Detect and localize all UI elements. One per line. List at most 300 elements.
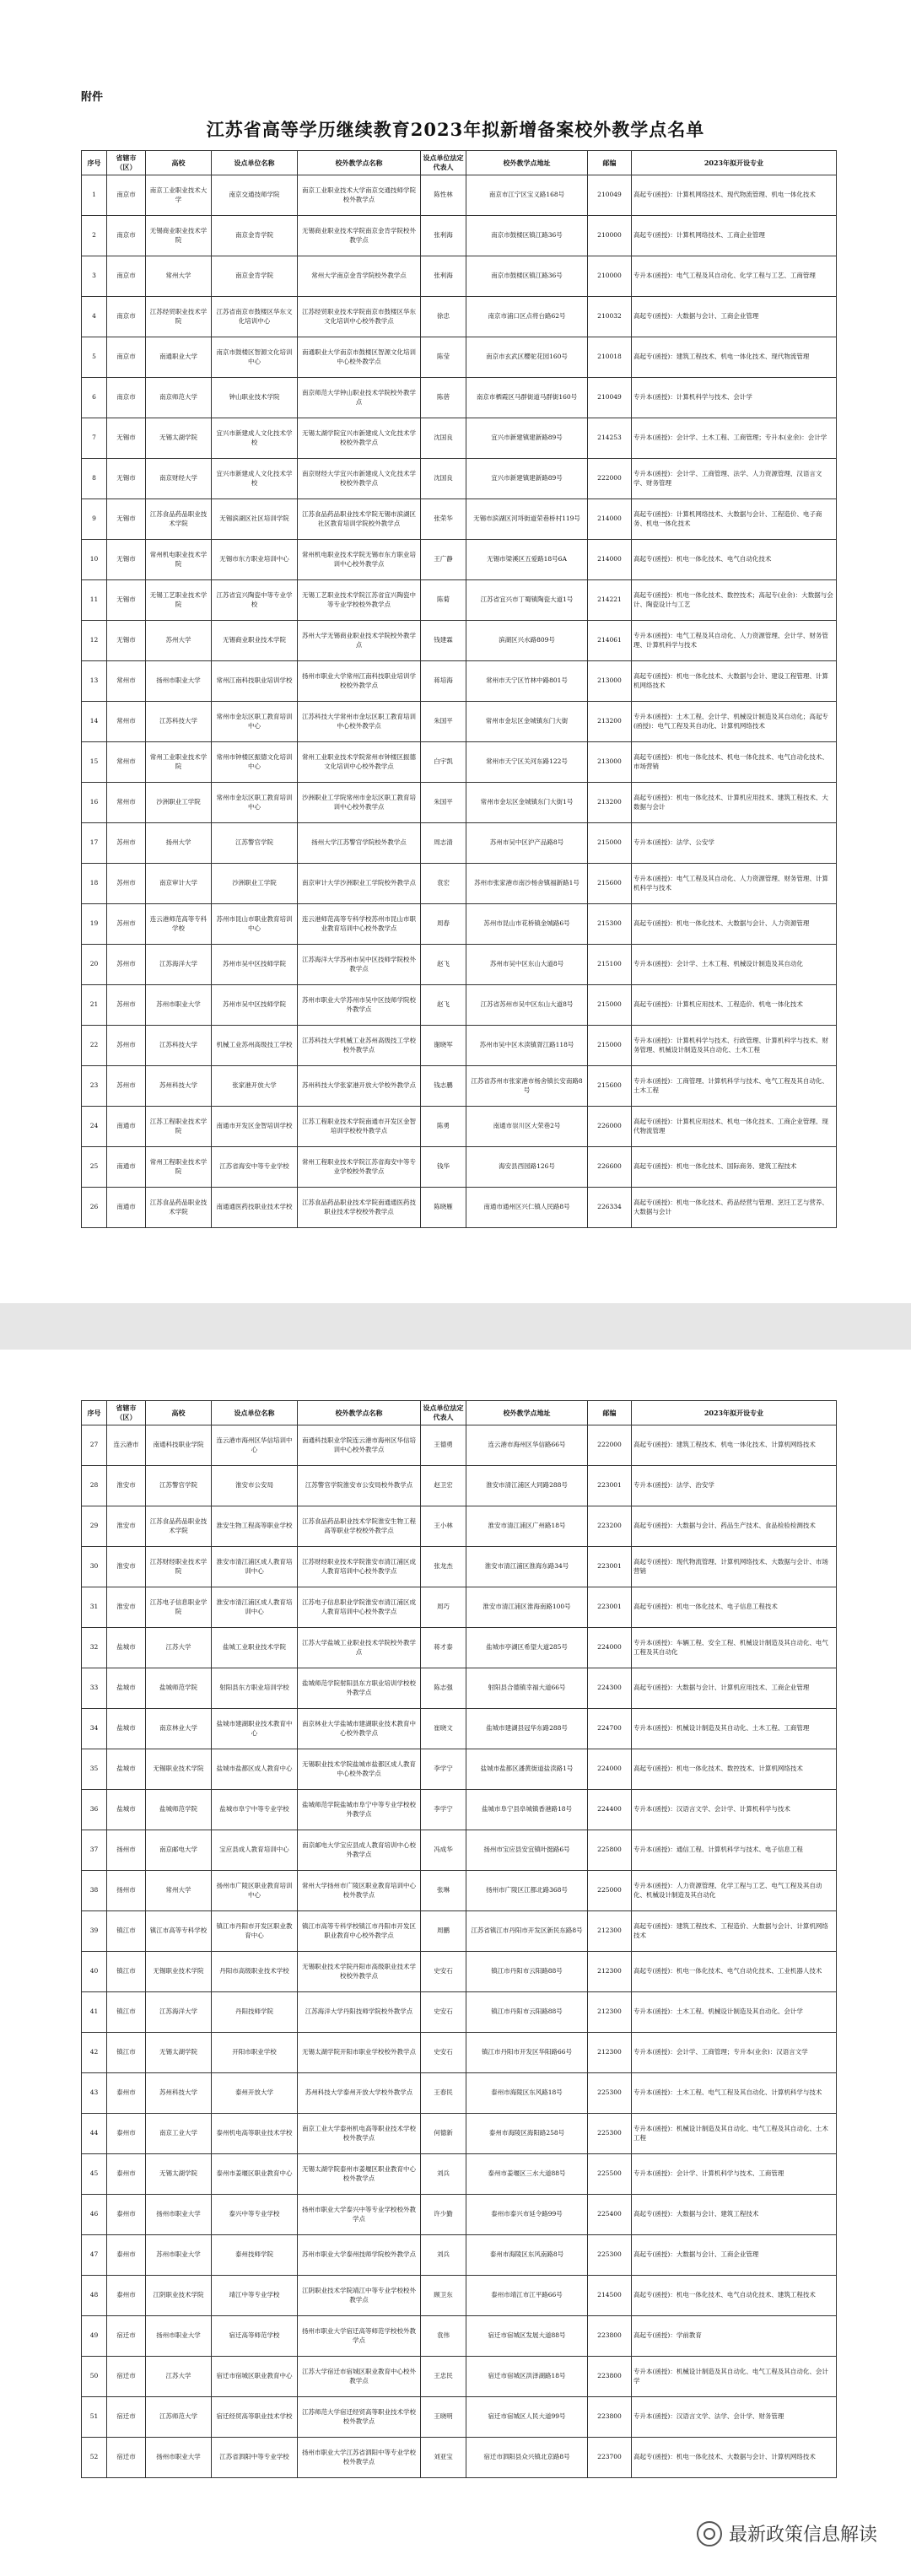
table-cell: 袁伟	[421, 2316, 466, 2357]
table-cell: 南京财经大学宜兴市新建成人文化技术学校校外教学点	[298, 459, 421, 499]
table-cell: 226600	[588, 1147, 632, 1188]
table-cell: 沙洲职业工学院	[146, 783, 212, 823]
table-cell: 江苏食品药品职业技术学院	[146, 1506, 212, 1547]
table-row	[82, 823, 837, 864]
table-row	[82, 1628, 837, 1668]
table-cell: 南京审计大学	[146, 864, 212, 904]
table-cell: 南京市鼓楼区镇江路36号	[466, 216, 588, 256]
table-row	[82, 661, 837, 702]
table-cell: 镇江市丹阳市开发区职业教育中心	[212, 1911, 298, 1952]
table-cell: 苏州市职业大学	[146, 985, 212, 1026]
table-cell: 高起专(函授)：大数据与会计、计算机应用技术、工商企业管理	[632, 1668, 837, 1709]
table-row	[82, 1026, 837, 1066]
table-cell: 32	[82, 1628, 107, 1668]
table-cell: 江苏经贸职业技术学院南京市鼓楼区华东文化培训中心校外教学点	[298, 297, 421, 337]
table-row	[82, 216, 837, 256]
table-cell: 宿迁市泗阳县众兴镇北京路8号	[466, 2438, 588, 2478]
table-cell: 无锡市	[107, 418, 146, 459]
table-cell: 宿迁市宿城区洪泽湖路18号	[466, 2357, 588, 2397]
table-cell: 南京交通技师学院	[212, 175, 298, 216]
table-cell: 宿迁市	[107, 2397, 146, 2438]
table-cell: 南通市崇川区大荣巷2号	[466, 1107, 588, 1147]
table-cell: 淮安市	[107, 1547, 146, 1587]
table-cell: 泰州机电高等职业技术学校	[212, 2114, 298, 2154]
table-cell: 盐城工业职业技术学院	[212, 1628, 298, 1668]
table-cell: 镇江市	[107, 1992, 146, 2033]
table-row	[82, 1830, 837, 1871]
table-cell: 江苏海洋大学苏州市吴中区技师学院校外教学点	[298, 945, 421, 985]
table-cell: 江苏科技大学	[146, 1026, 212, 1066]
table-cell: 南京工业大学	[146, 2114, 212, 2154]
table-cell: 高起专(函授)：机电一体化技术、电气自动化技术、工业机器人技术	[632, 1952, 837, 1992]
table-cell: 4	[82, 297, 107, 337]
table-cell: 苏州市张家港市南沙杨舍镇福新路1号	[466, 864, 588, 904]
table-row	[82, 378, 837, 418]
table-cell: 常州市金坛区职工教育培训中心	[212, 702, 298, 742]
table-cell: 苏州科技大学泰州开放大学校外教学点	[298, 2073, 421, 2114]
column-header: 设点单位名称	[212, 1401, 298, 1425]
table-row	[82, 864, 837, 904]
table-cell: 泰州市海陵区东风路18号	[466, 2073, 588, 2114]
table-row	[82, 783, 837, 823]
table-cell: 镇江市高等专科学校	[146, 1911, 212, 1952]
column-header: 2023年拟开设专业	[632, 1401, 837, 1425]
table-cell: 42	[82, 2033, 107, 2073]
table-cell: 高起专(函授)：大数据与会计、建筑工程技术	[632, 2195, 837, 2235]
table-cell: 泰兴中等专业学校	[212, 2195, 298, 2235]
table-cell: 24	[82, 1107, 107, 1147]
table-cell: 王春民	[421, 2073, 466, 2114]
table-cell: 41	[82, 1992, 107, 2033]
table-cell: 盐城市盐都区成人教育中心	[212, 1749, 298, 1790]
table-cell: 陈莹	[421, 337, 466, 378]
table-cell: 泰州市	[107, 2235, 146, 2276]
table-cell: 扬州市广陵区江都北路368号	[466, 1871, 588, 1911]
table-cell: 周春	[421, 904, 466, 945]
table-cell: 3	[82, 256, 107, 297]
table-cell: 常州工业职业技术学院	[146, 742, 212, 783]
table-cell: 南京师范大学钟山职业技术学院校外教学点	[298, 378, 421, 418]
table-cell: 高起专(函授)：机电一体化技术、电气自动化技术、建筑工程技术	[632, 2276, 837, 2316]
table-cell: 210049	[588, 175, 632, 216]
table-cell: 226334	[588, 1188, 632, 1228]
table-cell: 22	[82, 1026, 107, 1066]
table-cell: 高起专(函授)：机电一体化技术、数控技术；高起专(业余)：大数据与会计、陶瓷设计与工艺	[632, 580, 837, 621]
table-cell: 江苏食品药品职业技术学院南通通医药技职业技术学校校外教学点	[298, 1188, 421, 1228]
table-cell: 高起专(函授)：现代物流管理、计算机网络技术、大数据与会计、市场营销	[632, 1547, 837, 1587]
table-cell: 泰州市	[107, 2276, 146, 2316]
column-header: 2023年拟开设专业	[632, 151, 837, 175]
table-row	[82, 1506, 837, 1547]
table-cell: 沙洲职业工学院常州市金坛区职工教育培训中心校外教学点	[298, 783, 421, 823]
column-header: 校外教学点名称	[298, 1401, 421, 1425]
watermark	[697, 2520, 877, 2546]
table-cell: 丹阳技师学院	[212, 1992, 298, 2033]
table-cell: 泰州市海陵区海阳路258号	[466, 2114, 588, 2154]
table-cell: 南京市	[107, 216, 146, 256]
table-row	[82, 459, 837, 499]
table-cell: 无锡工艺职业技术学院江苏省宜兴陶瓷中等专业学校校外教学点	[298, 580, 421, 621]
table-cell: 江苏大学	[146, 1628, 212, 1668]
table-cell: 南通市	[107, 1107, 146, 1147]
table-cell: 镇江市丹阳市云阳路88号	[466, 1992, 588, 2033]
table-cell: 225300	[588, 2073, 632, 2114]
table-cell: 淮安市清江浦区淮海东路34号	[466, 1547, 588, 1587]
table-cell: 镇江市丹阳市开发区华阳路66号	[466, 2033, 588, 2073]
table-cell: 钟山职业技术学院	[212, 378, 298, 418]
table-cell: 崔晓文	[421, 1709, 466, 1749]
table-cell: 苏州市	[107, 945, 146, 985]
table-cell: 扬州市职业大学	[146, 2195, 212, 2235]
table-cell: 224400	[588, 1790, 632, 1830]
table-cell: 11	[82, 580, 107, 621]
table-cell: 高起专(函授)：机电一体化技术、数控技术、计算机网络技术	[632, 1749, 837, 1790]
table-cell: 江苏大学盐城工业职业技术学院校外教学点	[298, 1628, 421, 1668]
table-cell: 215100	[588, 945, 632, 985]
table-cell: 21	[82, 985, 107, 1026]
table-cell: 江苏食品药品职业技术学院	[146, 499, 212, 540]
table-cell: 南京邮电大学宝应县成人教育培训中心校外教学点	[298, 1830, 421, 1871]
table-cell: 223001	[588, 1466, 632, 1506]
table-cell: 12	[82, 621, 107, 661]
table-cell: 南京金肯学院	[212, 256, 298, 297]
table-cell: 苏州市	[107, 1026, 146, 1066]
table-cell: 扬州市职业大学泰兴中等专业学校校外教学点	[298, 2195, 421, 2235]
table-cell: 南京市江宁区宝义路168号	[466, 175, 588, 216]
table-row	[82, 945, 837, 985]
column-header: 序号	[82, 1401, 107, 1425]
table-cell: 宿迁市宿城区职业教育中心	[212, 2357, 298, 2397]
table-cell: 江苏省宜兴陶瓷中等专业学校	[212, 580, 298, 621]
table-cell: 高起专(函授)：机电一体化技术、大数据与会计、计算机网络技术	[632, 2438, 837, 2478]
table-cell: 江苏警官学院淮安市公安局校外教学点	[298, 1466, 421, 1506]
table-cell: 南通市开发区金智培训学校	[212, 1107, 298, 1147]
table-cell: 高起专(函授)：机电一体化技术、电气自动化技术	[632, 540, 837, 580]
table-row	[82, 1992, 837, 2033]
table-cell: 5	[82, 337, 107, 378]
table-cell: 无锡商业职业技术学院	[212, 621, 298, 661]
table-cell: 无锡市滨湖区河埒街道荣巷桥村119号	[466, 499, 588, 540]
table-cell: 周鹏	[421, 1911, 466, 1952]
table-cell: 30	[82, 1547, 107, 1587]
table-cell: 苏州大学	[146, 621, 212, 661]
table-cell: 高起专(函授)：计算机网络技术、大数据与会计、工程造价、电子商务、机电一体化技术	[632, 499, 837, 540]
table-cell: 淮安市清江浦区成人教育培训中心	[212, 1587, 298, 1628]
table-cell: 陈菊	[421, 580, 466, 621]
table-cell: 专升本(函授)：土木工程、电气工程及其自动化、计算机科学与技术	[632, 2073, 837, 2114]
table-cell: 泰州市姜堰区职业教育中心	[212, 2154, 298, 2195]
table-cell: 214000	[588, 499, 632, 540]
table-cell: 江苏科技大学机械工业苏州高级技工学校校外教学点	[298, 1026, 421, 1066]
table-cell: 专升本(函授)：通信工程、计算机科学与技术、电子信息工程	[632, 1830, 837, 1871]
table-cell: 苏州市吴中区木渎镇胥江路118号	[466, 1026, 588, 1066]
table-cell: 无锡太湖学院	[146, 2033, 212, 2073]
table-row	[82, 297, 837, 337]
table-cell: 南京师范大学	[146, 378, 212, 418]
table-cell: 223800	[588, 2357, 632, 2397]
table-cell: 张龙杰	[421, 1547, 466, 1587]
table-cell: 南京工业职业技术大学	[146, 175, 212, 216]
table-cell: 高起专(函授)：建筑工程技术、机电一体化技术、计算机网络技术	[632, 1425, 837, 1466]
table-cell: 高起专(函授)：计算机应用技术、机电一体化技术、工商企业管理、现代物流管理	[632, 1107, 837, 1147]
table-cell: 江苏财经职业技术学院淮安市清江浦区成人教育培训中心校外教学点	[298, 1547, 421, 1587]
table-row	[82, 499, 837, 540]
table-cell: 210018	[588, 337, 632, 378]
table-cell: 江苏食品药品职业技术学院淮安生物工程高等职业学校校外教学点	[298, 1506, 421, 1547]
table-cell: 37	[82, 1830, 107, 1871]
table-cell: 高起专(函授)：机电一体化技术、大数据与会计、建设工程管理、计算机网络技术	[632, 661, 837, 702]
table-row	[82, 1668, 837, 1709]
table-cell: 34	[82, 1709, 107, 1749]
page-gap	[0, 1303, 911, 1350]
table-cell: 江苏科技大学	[146, 702, 212, 742]
table-cell: 南京市	[107, 175, 146, 216]
table-cell: 宜兴市新建成人文化技术学校	[212, 459, 298, 499]
table-cell: 沈国良	[421, 459, 466, 499]
table-cell: 苏州市职业大学泰州技师学院校外教学点	[298, 2235, 421, 2276]
table-cell: 高起专(函授)：机电一体化技术、大数据与会计、人力资源管理	[632, 904, 837, 945]
table-cell: 19	[82, 904, 107, 945]
table-cell: 常州市	[107, 702, 146, 742]
table-cell: 江苏省苏州市张家港市杨舍镇长安南路8号	[466, 1066, 588, 1107]
table-cell: 高起专(函授)：大数据与会计、工商企业管理	[632, 2235, 837, 2276]
table-cell: 212300	[588, 1992, 632, 2033]
table-cell: 王忠民	[421, 2357, 466, 2397]
table-cell: 专升本(函授)：汉语言文学、法学、会计学、财务管理	[632, 2397, 837, 2438]
table-cell: 26	[82, 1188, 107, 1228]
table-cell: 宿迁市宿城区人民大道99号	[466, 2397, 588, 2438]
table-cell: 江苏大学宿迁市宿城区职业教育中心校外教学点	[298, 2357, 421, 2397]
table-cell: 高起专(函授)：机电一体化技术、电子信息工程技术	[632, 1587, 837, 1628]
column-header: 设点单位名称	[212, 151, 298, 175]
table-cell: 无锡市	[107, 580, 146, 621]
table-cell: 扬州市广陵区职业教育培训中心	[212, 1871, 298, 1911]
table-cell: 连云港市	[107, 1425, 146, 1466]
table-cell: 张荣华	[421, 499, 466, 540]
table-row	[82, 1107, 837, 1147]
table-cell: 南京金肯学院	[212, 216, 298, 256]
table-cell: 盐城市阜宁中等专业学校	[212, 1790, 298, 1830]
table-cell: 无锡太湖学院	[146, 2154, 212, 2195]
table-page-1	[81, 150, 837, 1228]
table-cell: 无锡太湖学院宜兴市新建成人文化技术学校校外教学点	[298, 418, 421, 459]
column-header: 省辖市（区）	[107, 151, 146, 175]
table-cell: 9	[82, 499, 107, 540]
table-cell: 214500	[588, 2276, 632, 2316]
table-cell: 泰州市	[107, 2073, 146, 2114]
table-cell: 江阴职业技术学院靖江中等专业学校校外教学点	[298, 2276, 421, 2316]
table-cell: 盐城师范学院射阳县东方职业培训学校校外教学点	[298, 1668, 421, 1709]
table-cell: 盐城市	[107, 1709, 146, 1749]
table-cell: 专升本(函授)：电气工程及其自动化、人力资源管理、财务管理、计算机科学与技术	[632, 864, 837, 904]
table-cell: 212300	[588, 1911, 632, 1952]
table-cell: 蒋培海	[421, 661, 466, 702]
table-cell: 常州大学	[146, 256, 212, 297]
table-row	[82, 1952, 837, 1992]
table-cell: 扬州市	[107, 1871, 146, 1911]
column-header: 高校	[146, 151, 212, 175]
table-cell: 连云港市海州区华信培训中心	[212, 1425, 298, 1466]
table-row	[82, 985, 837, 1026]
table-cell: 常州市	[107, 742, 146, 783]
table-cell: 苏州市	[107, 904, 146, 945]
table-cell: 40	[82, 1952, 107, 1992]
table-cell: 专升本(函授)：土木工程、机械设计制造及其自动化、会计学	[632, 1992, 837, 2033]
table-cell: 224000	[588, 1749, 632, 1790]
table-cell: 无锡市梁溪区五爱路18号6A	[466, 540, 588, 580]
table-row	[82, 1709, 837, 1749]
table-cell: 28	[82, 1466, 107, 1506]
table-cell: 无锡市	[107, 499, 146, 540]
table-cell: 江苏经贸职业技术学院	[146, 297, 212, 337]
table-row	[82, 2276, 837, 2316]
table-cell: 223001	[588, 1587, 632, 1628]
table-cell: 王德勇	[421, 1425, 466, 1466]
table-cell: 陈性林	[421, 175, 466, 216]
table-cell: 210032	[588, 297, 632, 337]
table-cell: 王小林	[421, 1506, 466, 1547]
table-cell: 谢晓军	[421, 1026, 466, 1066]
table-cell: 陈勇	[421, 1107, 466, 1147]
table-cell: 常州市金坛区金城镇东门大街	[466, 702, 588, 742]
table-cell: 江苏警官学院	[212, 823, 298, 864]
table-cell: 宿迁经贸高等职业技术学校	[212, 2397, 298, 2438]
table-cell: 江苏海洋大学	[146, 945, 212, 985]
table-cell: 210049	[588, 378, 632, 418]
table-cell: 张利海	[421, 216, 466, 256]
table-cell: 赵卫宏	[421, 1466, 466, 1506]
table-cell: 宿迁市	[107, 2438, 146, 2478]
table-cell: 常州大学扬州市广陵区职业教育培训中心校外教学点	[298, 1871, 421, 1911]
table-cell: 扬州市职业大学江苏省泗阳中等专业学校校外教学点	[298, 2438, 421, 2478]
table-cell: 镇江市	[107, 1911, 146, 1952]
table-cell: 滨湖区兴水路809号	[466, 621, 588, 661]
table-cell: 29	[82, 1506, 107, 1547]
table-cell: 专升本(函授)：会计学、土木工程、机械设计制造及其自动化	[632, 945, 837, 985]
table-cell: 顾卫东	[421, 2276, 466, 2316]
table-cell: 33	[82, 1668, 107, 1709]
column-header: 邮编	[588, 1401, 632, 1425]
table-cell: 常州市	[107, 661, 146, 702]
table-cell: 专升本(函授)：计算机科学与技术、会计学	[632, 378, 837, 418]
table-row	[82, 1911, 837, 1952]
table-cell: 常州市钟楼区振德文化培训中心	[212, 742, 298, 783]
table-row	[82, 580, 837, 621]
table-cell: 南京邮电大学	[146, 1830, 212, 1871]
table-cell: 高起专(函授)：大数据与会计、工商企业管理	[632, 297, 837, 337]
table-cell: 213200	[588, 702, 632, 742]
table-cell: 46	[82, 2195, 107, 2235]
table-cell: 江苏省苏州市吴中区东山大道8号	[466, 985, 588, 1026]
table-cell: 无锡太湖学院	[146, 418, 212, 459]
table-cell: 苏州科技大学	[146, 2073, 212, 2114]
table-cell: 223001	[588, 1547, 632, 1587]
table-cell: 13	[82, 661, 107, 702]
table-cell: 无锡职业技术学院	[146, 1749, 212, 1790]
table-cell: 常州市天宁区竹林中路801号	[466, 661, 588, 702]
table-cell: 王晓明	[421, 2397, 466, 2438]
table-cell: 盐城市	[107, 1790, 146, 1830]
table-cell: 215600	[588, 864, 632, 904]
table-cell: 盐城市建湖职业技术教育中心	[212, 1709, 298, 1749]
table-cell: 专升本(函授)：电气工程及其自动化、化学工程与工艺、工商管理	[632, 256, 837, 297]
table-cell: 苏州市	[107, 864, 146, 904]
table-cell: 苏州市昆山市职业教育培训中心	[212, 904, 298, 945]
table-cell: 27	[82, 1425, 107, 1466]
table-cell: 6	[82, 378, 107, 418]
table-row	[82, 904, 837, 945]
table-cell: 南京市	[107, 297, 146, 337]
table-cell: 专升本(函授)：土木工程、会计学、机械设计制造及其自动化；高起专(函授)：电气工程及其自动化、计算机网络技术	[632, 702, 837, 742]
table-cell: 无锡商业职业技术学院	[146, 216, 212, 256]
table-row	[82, 1147, 837, 1188]
table-cell: 镇江市	[107, 1952, 146, 1992]
table-cell: 江苏省海安中等专业学校	[212, 1147, 298, 1188]
table-cell: 射阳县合德镇幸福大道66号	[466, 1668, 588, 1709]
table-cell: 陈蓓	[421, 378, 466, 418]
table-cell: 225800	[588, 1830, 632, 1871]
table-cell: 常州工程职业技术学院江苏省海安中等专业学校校外教学点	[298, 1147, 421, 1188]
table-cell: 专升本(函授)：机械设计制造及其自动化、电气工程及其自动化、会计学	[632, 2357, 837, 2397]
table-cell: 张利海	[421, 256, 466, 297]
column-header: 校外教学点名称	[298, 151, 421, 175]
table-cell: 无锡太湖学院泰州市姜堰区职业教育中心校外教学点	[298, 2154, 421, 2195]
table-cell: 淮安市公安局	[212, 1466, 298, 1506]
table-cell: 南京市鼓楼区镇江路36号	[466, 256, 588, 297]
table-cell: 18	[82, 864, 107, 904]
table-cell: 213000	[588, 661, 632, 702]
table-cell: 31	[82, 1587, 107, 1628]
table-cell: 江苏财经职业技术学院	[146, 1547, 212, 1587]
table-cell: 淮安市	[107, 1466, 146, 1506]
table-cell: 苏州市	[107, 1066, 146, 1107]
table-cell: 宝应县成人教育培训中心	[212, 1830, 298, 1871]
table-cell: 淮安生物工程高等职业学校	[212, 1506, 298, 1547]
table-cell: 高起专(函授)：机电一体化技术、药品经营与管理、烹饪工艺与营养、大数据与会计	[632, 1188, 837, 1228]
table-cell: 张家港开放大学	[212, 1066, 298, 1107]
table-cell: 盐城师范学院盐城市阜宁中等专业学校校外教学点	[298, 1790, 421, 1830]
table-cell: 江苏工程职业技术学院南通市开发区金智培训学校校外教学点	[298, 1107, 421, 1147]
table-cell: 专升本(函授)：会计学、计算机科学与技术、工商管理	[632, 2154, 837, 2195]
table-cell: 王广静	[421, 540, 466, 580]
table-cell: 江苏食品药品职业技术学院无锡市滨湖区社区教育培训学院校外教学点	[298, 499, 421, 540]
table-header-row	[82, 151, 837, 175]
table-cell: 扬州市宝应县安宜镇叶挺路6号	[466, 1830, 588, 1871]
table-cell: 冯成华	[421, 1830, 466, 1871]
table-cell: 44	[82, 2114, 107, 2154]
table-cell: 无锡职业技术学院	[146, 1952, 212, 1992]
table-cell: 南通科技职业学院连云港市海州区华信培训中心校外教学点	[298, 1425, 421, 1466]
table-cell: 周志清	[421, 823, 466, 864]
table-cell: 盐城市阜宁县阜城镇香港路18号	[466, 1790, 588, 1830]
table-cell: 常州工业职业技术学院常州市钟楼区振德文化培训中心校外教学点	[298, 742, 421, 783]
table-cell: 49	[82, 2316, 107, 2357]
table-cell: 212300	[588, 2033, 632, 2073]
table-cell: 南京工业职业技术大学南京交通技师学院校外教学点	[298, 175, 421, 216]
table-cell: 靖江中等专业学校	[212, 2276, 298, 2316]
table-cell: 史安石	[421, 1952, 466, 1992]
table-cell: 213200	[588, 783, 632, 823]
table-cell: 高起专(函授)：计算机网络技术、现代物流管理、机电一体化技术	[632, 175, 837, 216]
table-cell: 南京审计大学沙洲职业工学院校外教学点	[298, 864, 421, 904]
table-row	[82, 2316, 837, 2357]
table-cell: 赵飞	[421, 985, 466, 1026]
table-cell: 223800	[588, 2316, 632, 2357]
table-cell: 214221	[588, 580, 632, 621]
table-cell: 225400	[588, 2195, 632, 2235]
table-cell: 高起专(函授)：学前教育	[632, 2316, 837, 2357]
table-cell: 泰州市	[107, 2154, 146, 2195]
